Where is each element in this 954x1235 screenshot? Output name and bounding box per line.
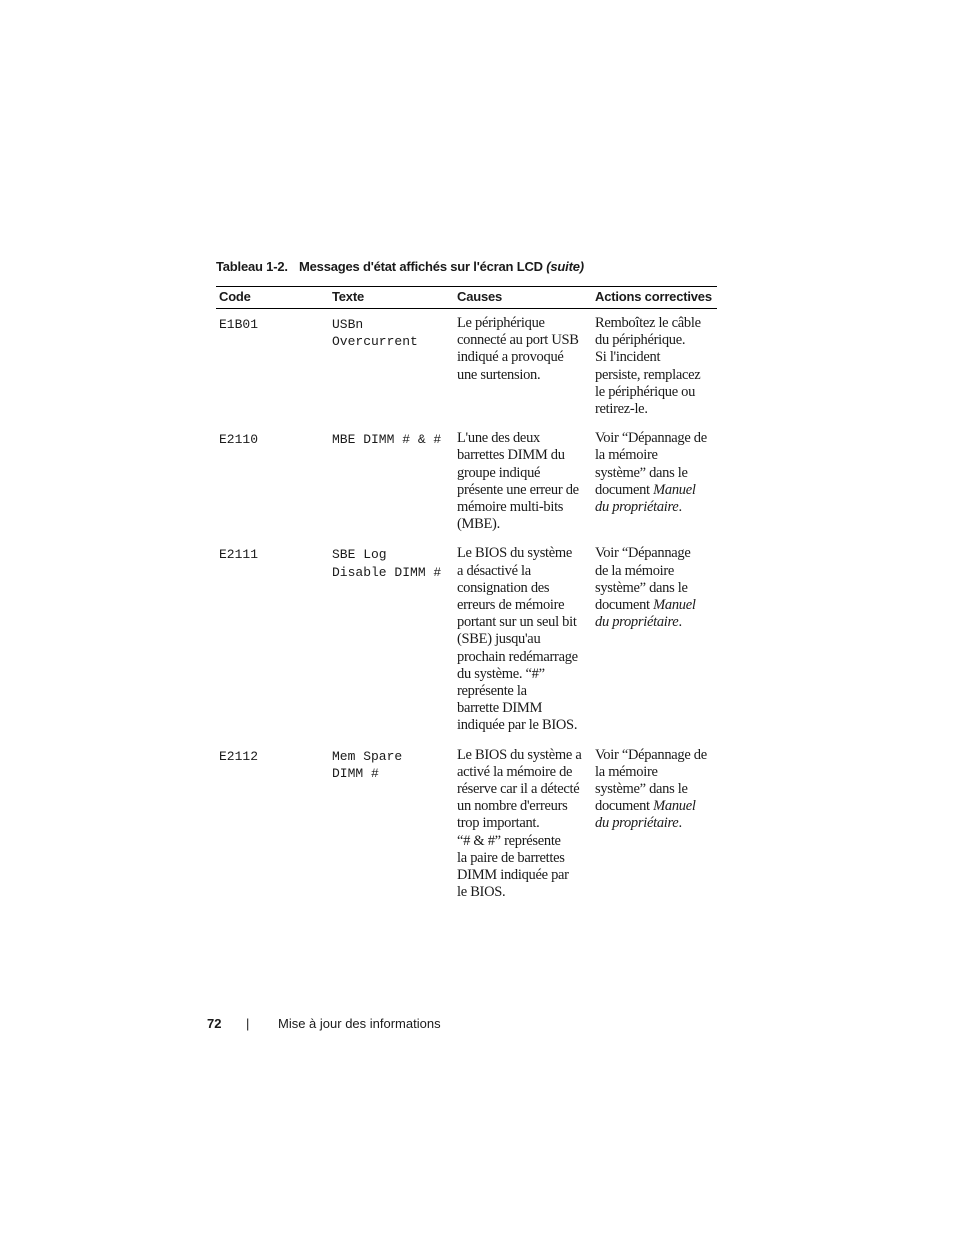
causes-line: mémoire multi-bits bbox=[457, 499, 564, 516]
cell-causes bbox=[454, 539, 592, 740]
cell-code: E2110 bbox=[219, 432, 259, 448]
cell-causes bbox=[454, 741, 592, 908]
cell-causes bbox=[454, 424, 592, 539]
cell-actions bbox=[592, 309, 717, 425]
causes-line: DIMM indiquée par bbox=[457, 867, 569, 884]
causes-line: L'une des deux bbox=[457, 430, 540, 447]
causes-line: indiquée par le BIOS. bbox=[457, 717, 578, 734]
actions-line: retirez-le. bbox=[595, 401, 648, 418]
footer-separator: | bbox=[246, 1016, 250, 1031]
actions-end: . bbox=[678, 815, 682, 832]
manual-reference: du propriétaire bbox=[595, 815, 679, 832]
causes-line: activé la mémoire de bbox=[457, 763, 573, 780]
causes-line: le BIOS. bbox=[457, 884, 506, 901]
header-actions: Actions correctives bbox=[592, 287, 717, 309]
header-causes: Causes bbox=[454, 287, 592, 309]
manual-reference: du propriétaire bbox=[595, 499, 679, 516]
actions-line bbox=[595, 798, 713, 815]
causes-line: présente une erreur de bbox=[457, 481, 579, 498]
causes-line: une surtension. bbox=[457, 366, 541, 383]
actions-line: la mémoire bbox=[595, 763, 658, 780]
actions-line: Remboîtez le câble bbox=[595, 315, 701, 331]
page-number: 72 bbox=[207, 1016, 222, 1031]
causes-line: Le BIOS du système bbox=[457, 545, 573, 562]
cell-causes bbox=[454, 309, 592, 425]
manual-reference: Manuel bbox=[653, 597, 696, 614]
actions-line: Voir “Dépannage de bbox=[595, 746, 707, 763]
causes-line: indiqué a provoqué bbox=[457, 349, 564, 366]
table-number: Tableau 1-2. bbox=[216, 259, 288, 274]
actions-doc-word: document bbox=[595, 798, 654, 815]
causes-line: consignation des bbox=[457, 579, 550, 596]
cell-text: Mem Spare DIMM # bbox=[332, 748, 403, 781]
table-row bbox=[216, 539, 717, 740]
cell-text: MBE DIMM # & # bbox=[332, 432, 442, 448]
causes-line: Le périphérique bbox=[457, 315, 545, 331]
actions-end: . bbox=[678, 614, 682, 631]
causes-line: prochain redémarrage bbox=[457, 648, 578, 665]
table-title: Messages d'état affichés sur l'écran LCD bbox=[299, 259, 543, 274]
table-row bbox=[216, 424, 717, 539]
actions-line: du périphérique. bbox=[595, 332, 686, 349]
causes-line: erreurs de mémoire bbox=[457, 597, 565, 614]
actions-line: système” dans le bbox=[595, 781, 688, 798]
actions-line: Voir “Dépannage de bbox=[595, 430, 707, 447]
manual-reference: Manuel bbox=[653, 481, 696, 498]
cell-actions bbox=[592, 539, 717, 740]
header-code: Code bbox=[216, 287, 329, 309]
cell-actions bbox=[592, 424, 717, 539]
causes-line: barrettes DIMM du bbox=[457, 447, 565, 464]
causes-line: trop important. bbox=[457, 815, 540, 832]
actions-line: la mémoire bbox=[595, 447, 658, 464]
actions-line: persiste, remplacez bbox=[595, 366, 701, 383]
causes-line: portant sur un seul bit bbox=[457, 614, 577, 631]
lcd-status-messages-table bbox=[216, 286, 717, 908]
causes-line: a désactivé la bbox=[457, 562, 531, 579]
actions-line bbox=[595, 614, 713, 631]
causes-line: (SBE) jusqu'au bbox=[457, 631, 541, 648]
actions-line bbox=[595, 499, 713, 516]
manual-reference: Manuel bbox=[653, 798, 696, 815]
causes-line: un nombre d'erreurs bbox=[457, 798, 568, 815]
actions-line: Voir “Dépannage bbox=[595, 545, 691, 562]
actions-line: système” dans le bbox=[595, 579, 688, 596]
causes-line: du système. “#” bbox=[457, 665, 545, 682]
table-row bbox=[216, 309, 717, 425]
table-continued-label: (suite) bbox=[546, 259, 584, 274]
table-caption bbox=[216, 259, 584, 274]
causes-line: Le BIOS du système a bbox=[457, 746, 582, 763]
actions-line: le périphérique ou bbox=[595, 383, 696, 400]
causes-line: réserve car il a détecté bbox=[457, 781, 580, 798]
actions-line: Si l'incident bbox=[595, 349, 661, 366]
cell-actions bbox=[592, 741, 717, 908]
table-header-row bbox=[216, 287, 717, 309]
actions-line bbox=[595, 482, 713, 499]
causes-line: groupe indiqué bbox=[457, 464, 541, 481]
cell-code: E2111 bbox=[219, 547, 259, 563]
actions-end: . bbox=[678, 499, 682, 516]
header-texte: Texte bbox=[329, 287, 454, 309]
table-row bbox=[216, 741, 717, 908]
cell-text: USBn Overcurrent bbox=[332, 317, 418, 350]
cell-text: SBE Log Disable DIMM # bbox=[332, 547, 442, 580]
causes-line: connecté au port USB bbox=[457, 332, 579, 349]
actions-doc-word: document bbox=[595, 481, 654, 498]
manual-reference: du propriétaire bbox=[595, 614, 679, 631]
causes-line: représente la bbox=[457, 683, 527, 700]
causes-line: barrette DIMM bbox=[457, 700, 543, 717]
actions-line bbox=[595, 597, 713, 614]
actions-doc-word: document bbox=[595, 597, 654, 614]
actions-line: système” dans le bbox=[595, 464, 688, 481]
actions-line bbox=[595, 815, 713, 832]
causes-line: “# & #” représente bbox=[457, 832, 561, 849]
cell-code: E2112 bbox=[219, 748, 259, 764]
cell-code: E1B01 bbox=[219, 317, 259, 332]
footer-section-title: Mise à jour des informations bbox=[278, 1016, 441, 1031]
causes-line: (MBE). bbox=[457, 516, 500, 533]
causes-line: la paire de barrettes bbox=[457, 849, 565, 866]
actions-line: de la mémoire bbox=[595, 562, 675, 579]
